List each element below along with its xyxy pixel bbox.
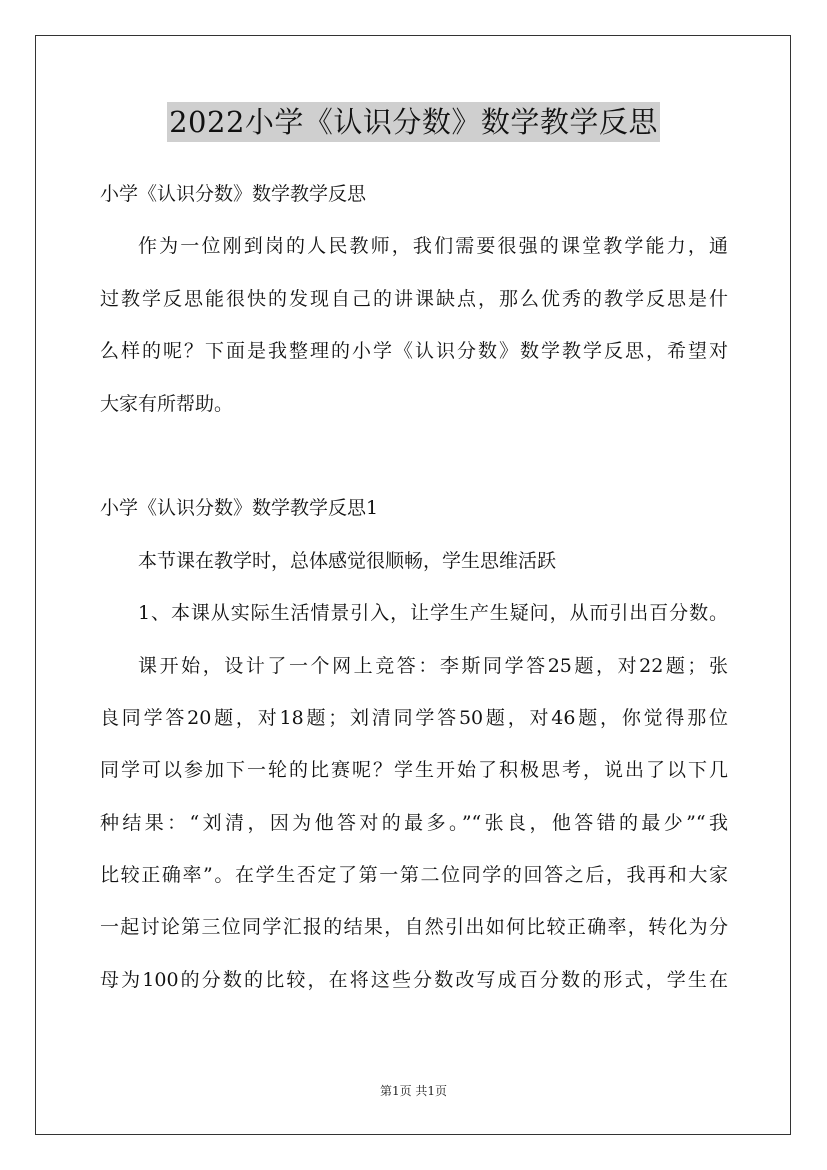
paragraph-line: 比较正确率”。在学生否定了第一第二位同学的回答之后，我再和大家 — [100, 864, 728, 887]
paragraph-line: 同学可以参加下一轮的比赛呢？学生开始了积极思考，说出了以下几 — [100, 759, 728, 782]
title-container — [0, 102, 827, 142]
paragraph-line: 一起讨论第三位同学汇报的结果，自然引出如何比较正确率，转化为分 — [100, 916, 728, 939]
page-number-footer: 第1页 共1页 — [379, 1084, 448, 1098]
paragraph-line: 母为100的分数的比较，在将这些分数改写成百分数的形式，学生在 — [100, 968, 728, 991]
paragraph-line: 课开始，设计了一个网上竞答：李斯同学答25题，对22题；张 — [138, 654, 728, 677]
paragraph-line: 种结果：“刘清，因为他答对的最多。”“张良，他答错的最少”“我 — [100, 811, 728, 834]
paragraph-line: 作为一位刚到岗的人民教师，我们需要很强的课堂教学能力，通 — [138, 235, 728, 258]
section-heading: 小学《认识分数》数学教学反思1 — [100, 497, 379, 520]
paragraph-line: 本节课在教学时，总体感觉很顺畅，学生思维活跃 — [138, 549, 557, 572]
paragraph-line: 大家有所帮助。 — [100, 392, 234, 415]
paragraph-line: 过教学反思能很快的发现自己的讲课缺点，那么优秀的教学反思是什 — [100, 287, 728, 310]
document-body — [100, 176, 728, 1014]
intro-heading: 小学《认识分数》数学教学反思 — [100, 183, 367, 205]
paragraph-gap — [100, 438, 728, 490]
paragraph-line: 么样的呢？下面是我整理的小学《认识分数》数学教学反思，希望对 — [100, 340, 728, 363]
document-title: 2022小学《认识分数》数学教学反思 — [167, 102, 660, 142]
paragraph-line: 良同学答20题，对18题；刘清同学答50题，对46题，你觉得那位 — [100, 706, 728, 729]
paragraph-line: 1、本课从实际生活情景引入，让学生产生疑问，从而引出百分数。 — [138, 602, 728, 625]
